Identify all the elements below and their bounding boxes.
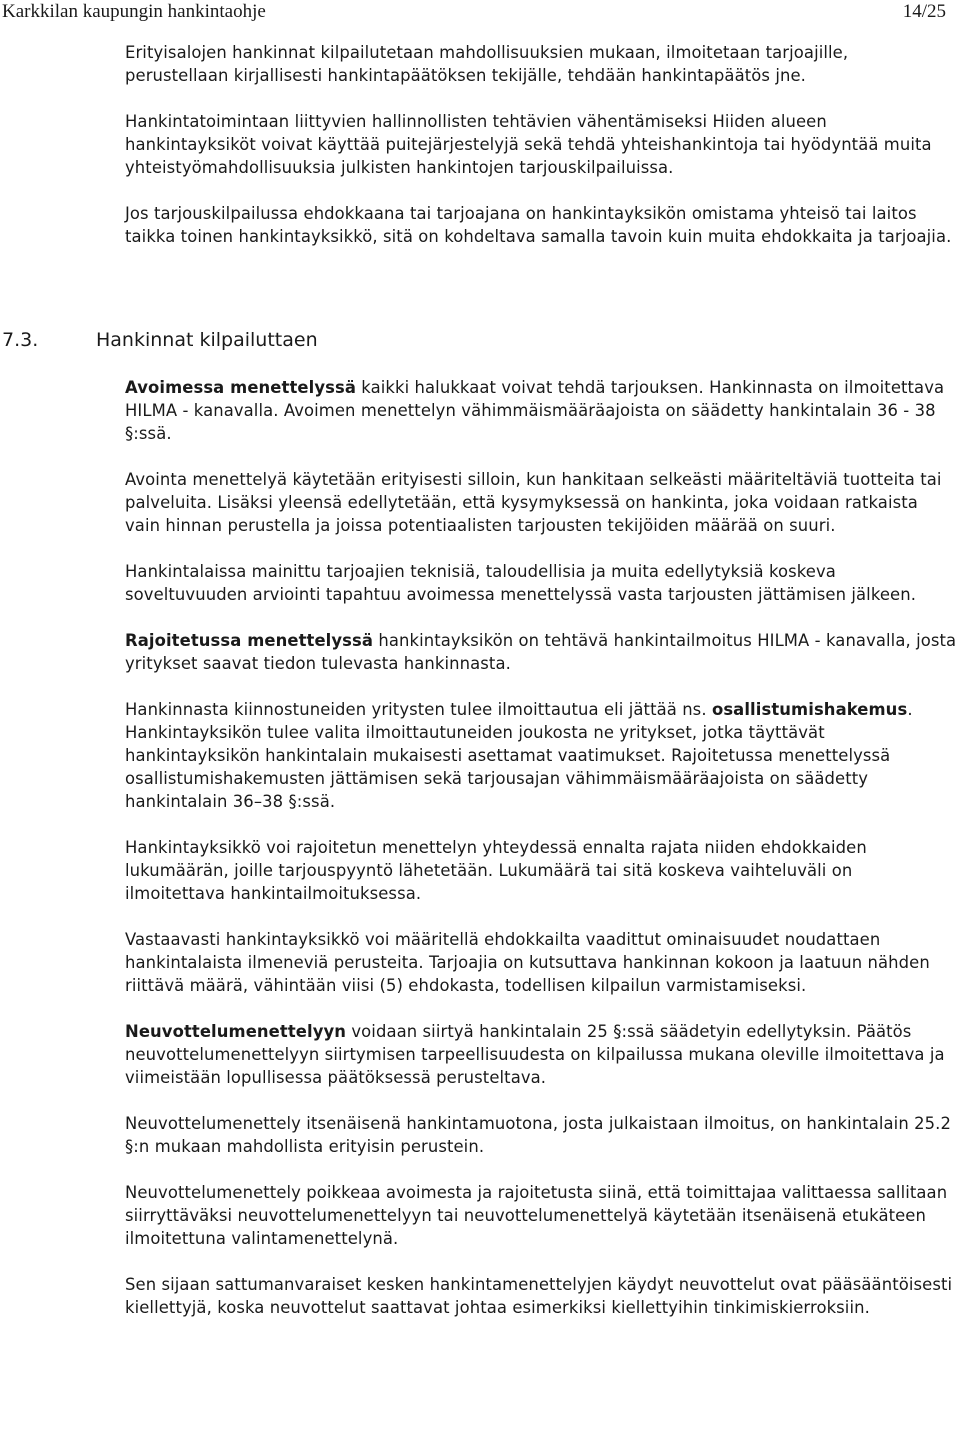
document-title: Karkkilan kaupungin hankintaohje [2, 1, 266, 22]
paragraph-negotiated-procedure: Neuvottelumenettelyyn voidaan siirtyä hankintalain 25 §:ssä säädetyin edellytyksin. Päätös neuvottelumenettelyyn siirtymisen tarpeellisuudesta on kilpailussa mukana oleville ilmoitettava ja viimeistään lopullisessa päätöksessä perusteltava. [125, 1022, 945, 1087]
paragraph: Neuvottelumenettely poikkeaa avoimesta ja rajoitetusta siinä, että toimittajaa valittaessa sallitaan siirryttäväksi neuvottelumenettelyyn tai neuvottelumenettelyä käytetään itsenäisenä etukäteen ilmoitettuna valintamenettelynä. [125, 1183, 948, 1248]
paragraph: Avointa menettelyä käytetään erityisesti silloin, kun hankitaan selkeästi määriteltäviä tuotteita tai palveluita. Lisäksi yleensä edellytetään, että kysymyksessä on hankinta, joka voidaan ratkaista vain hinnan perustella ja joissa potentiaalisten tarjousten tekijöiden määrää on suuri. [125, 470, 942, 535]
paragraph: Hankintalaissa mainittu tarjoajien teknisiä, taloudellisia ja muita edellytyksiä koskeva soveltuvuuden arviointi tapahtuu avoimessa menettelyssä vasta tarjousten jättämisen jälkeen. [125, 562, 917, 604]
paragraph: Vastaavasti hankintayksikkö voi määritellä ehdokkailta vaadittut ominaisuudet noudattaen hankintalaista ilmeneviä perusteita. Tarjoajia on kutsuttava hankinnan kokoon ja laatuun nähden riittävä määrä, vähintään viisi (5) ehdokasta, todellisen kilpailun varmistamiseksi. [125, 930, 930, 995]
paragraph: Hankintayksikkö voi rajoitetun menettelyn yhteydessä ennalta rajata niiden ehdokkaiden lukumäärän, joille tarjouspyyntö lähetetään. Lukumäärä tai sitä koskeva vaihteluväli on ilmoitettava hankintailmoituksessa. [125, 838, 867, 903]
section-title: Hankinnat kilpailuttaen [96, 329, 318, 351]
paragraph: Erityisalojen hankinnat kilpailutetaan mahdollisuuksien mukaan, ilmoitetaan tarjoajille, perustellaan kirjallisesti hankintapäätöksen tekijälle, tehdään hankintapäätös jne. [125, 43, 849, 85]
paragraph-participation: Hankinnasta kiinnostuneiden yritysten tulee ilmoittautua eli jättää ns. osallistumishakemus. Hankintayksikön tulee valita ilmoittautuneiden joukosta ne yritykset, jotka täyttävät hankintayksikön hankintalain mukaisesti asettamat vaatimukset. Rajoitetussa menettelyssä osallistumishakemusten jättämisen sekä tarjousajan vähimmäismääräajoista on säädetty hankintalain 36–38 §:ssä. [125, 700, 913, 811]
page-header [0, 0, 960, 28]
term-restricted-procedure: Rajoitetussa menettelyssä [125, 631, 374, 650]
term-open-procedure: Avoimessa menettelyssä [125, 378, 356, 397]
paragraph: Jos tarjouskilpailussa ehdokkaana tai tarjoajana on hankintayksikön omistama yhteisö tai laitos taikka toinen hankintayksikkö, sitä on kohdeltava samalla tavoin kuin muita ehdokkaita ja tarjoajia. [125, 204, 952, 246]
paragraph: Sen sijaan sattumanvaraiset kesken hankintamenettelyjen käydyt neuvottelut ovat pääsääntöisesti kiellettyjä, koska neuvottelut saattavat johtaa esimerkiksi kiellettyihin tinkimiskierroksiin. [125, 1275, 953, 1317]
section-number: 7.3. [2, 329, 39, 351]
page-number: 14/25 [902, 1, 946, 22]
intro-text [125, 41, 955, 271]
paragraph: Neuvottelumenettely itsenäisenä hankintamuotona, josta julkaistaan ilmoitus, on hankintalain 25.2 §:n mukaan mahdollista erityisin perustein. [125, 1114, 952, 1156]
section-body [125, 376, 957, 1342]
term-negotiated-procedure: Neuvottelumenettelyyn [125, 1022, 347, 1041]
paragraph-restricted-procedure: Rajoitetussa menettelyssä hankintayksikön on tehtävä hankintailmoitus HILMA - kanavalla, josta yritykset saavat tiedon tulevasta hankinnasta. [125, 631, 957, 673]
term-participation-application: osallistumishakemus [711, 700, 908, 719]
paragraph: Hankintatoimintaan liittyvien hallinnollisten tehtävien vähentämiseksi Hiiden alueen hankintayksiköt voivat käyttää puitejärjestelyjä sekä tehdä yhteishankintoja tai hyödyntää muita yhteistyömahdollisuuksia julkisten hankintojen tarjouskilpailuissa. [125, 112, 932, 177]
paragraph-open-procedure: Avoimessa menettelyssä kaikki halukkaat voivat tehdä tarjouksen. Hankinnasta on ilmoitettava HILMA - kanavalla. Avoimen menettelyn vähimmäismääräajoista on säädetty hankintalain 36 - 38 §:ssä. [125, 378, 945, 443]
